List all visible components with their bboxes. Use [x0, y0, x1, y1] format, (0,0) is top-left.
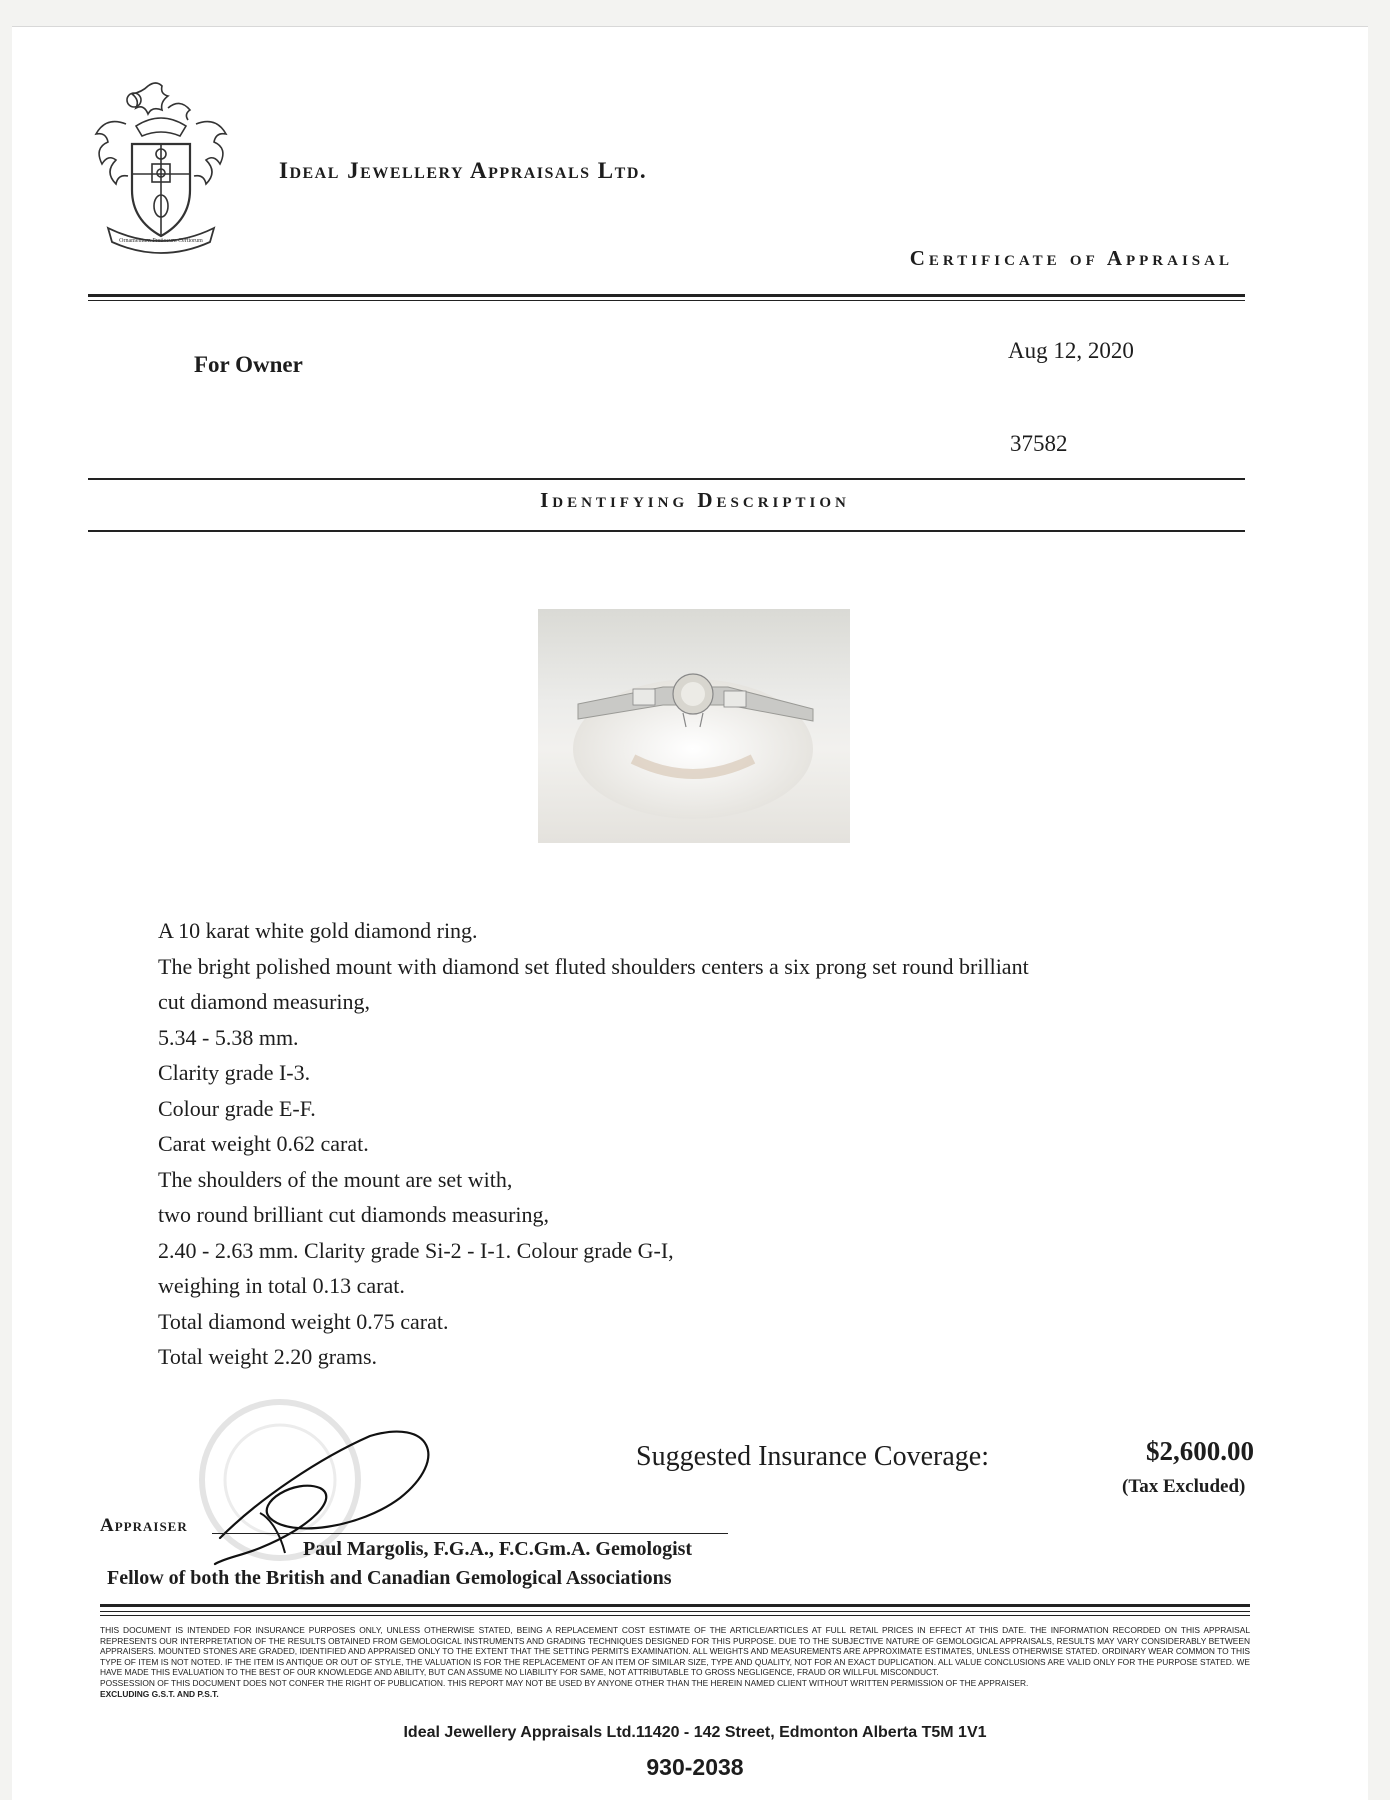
description-line: 2.40 - 2.63 mm. Clarity grade Si-2 - I-1. Colour grade G-I, [158, 1237, 674, 1263]
section-title: Identifying Description [540, 488, 850, 512]
disclaimer-tax-line: EXCLUDING G.S.T. AND P.S.T. [100, 1688, 219, 1699]
document-title: Certificate of Appraisal [909, 246, 1233, 270]
description-line: two round brilliant cut diamonds measuring, [158, 1202, 550, 1227]
disclaimer-block [100, 1625, 1250, 1699]
appraiser-label: Appraiser [100, 1515, 188, 1536]
insurance-amount: $2,600.00 [1146, 1436, 1254, 1466]
owner-label: For Owner [194, 352, 303, 377]
tax-note: (Tax Excluded) [1122, 1476, 1246, 1497]
appraiser-fellowship: Fellow of both the British and Canadian Gemological Associations [107, 1567, 672, 1589]
description-line: Total diamond weight 0.75 carat. [158, 1308, 449, 1334]
description-line: The bright polished mount with diamond set fluted shoulders centers a six prong set round brilliant [158, 953, 1029, 979]
description-line: A 10 karat white gold diamond ring. [158, 918, 478, 943]
company-name: Ideal Jewellery Appraisals Ltd. [279, 158, 648, 183]
svg-text:Ornamentum Pretiosum Certiorum: Ornamentum Pretiosum Certiorum [119, 238, 203, 244]
footer-phone: 930-2038 [646, 1754, 744, 1780]
coat-of-arms-logo [86, 78, 236, 264]
description-line: Total weight 2.20 grams. [158, 1344, 378, 1369]
description-line: Colour grade E-F. [158, 1095, 316, 1121]
reference-number: 37582 [1010, 431, 1068, 456]
footer-address: Ideal Jewellery Appraisals Ltd.11420 - 142 Street, Edmonton Alberta T5M 1V1 [403, 1724, 987, 1741]
divider-section-bottom [88, 530, 1245, 532]
divider-double-top [88, 294, 1245, 297]
appraisal-date: Aug 12, 2020 [1008, 338, 1134, 363]
ring-photo [538, 609, 850, 843]
description-line: cut diamond measuring, [158, 989, 371, 1014]
signature-line [212, 1533, 728, 1534]
divider-footer-thin-2 [100, 1615, 1250, 1616]
divider-section-top [88, 478, 1245, 480]
divider-double-top-thin [88, 300, 1245, 301]
divider-footer-thick [100, 1604, 1250, 1607]
description-line: 5.34 - 5.38 mm. [158, 1024, 299, 1050]
description-line: Carat weight 0.62 carat. [158, 1131, 369, 1156]
divider-footer-thin [100, 1611, 1250, 1612]
appraiser-name: Paul Margolis, F.G.A., F.C.Gm.A. Gemologist [303, 1538, 693, 1560]
disclaimer-possession: POSSESSION OF THIS DOCUMENT DOES NOT CONFER THE RIGHT OF PUBLICATION. THIS REPORT MAY NOT BE USED BY ANYONE OTHER THAN THE HEREIN NAMED CLIENT WITHOUT WRITTEN PERMISSION OF THE APPRAISER. [100, 1677, 1029, 1688]
description-line: weighing in total 0.13 carat. [158, 1273, 405, 1298]
description-line: The shoulders of the mount are set with, [158, 1166, 513, 1192]
description-block [158, 913, 1029, 1375]
disclaimer-body: THIS DOCUMENT IS INTENDED FOR INSURANCE PURPOSES ONLY, UNLESS OTHERWISE STATED, BEING A REPLACEMENT COST ESTIMATE OF THE ARTICLE/ARTICLES AT FULL RETAIL PRICES IN EFFECT AT THIS DATE. THE INFORMATION RECORDED ON THIS APPRAISAL REPRESENTS OUR INTERPRETATION OF THE RESULTS OBTAINED FROM GEMOLOGICAL INSTRUMENTS AND GRADING TECHNIQUES DESIGNED FOR THIS PURPOSE. DUE TO THE SUBJECTIVE NATURE OF GEMOLOGICAL APPRAISALS, RESULTS MAY VARY CONSIDERABLY BETWEEN APPRAISERS. MOUNTED STONES ARE GRADED, IDENTIFIED AND APPRAISED ONLY TO THE EXTENT THAT THE SETTING PERMITS EXAMINATION. ALL WEIGHTS AND MEASUREMENTS ARE APPROXIMATE ESTIMATES, UNLESS OTHERWISE STATED. ORDINARY WEAR COMMON TO THIS TYPE OF ITEM IS NOT NOTED. IF THE ITEM IS ANTIQUE OR OUT OF STYLE, THE VALUATION IS FOR THE REPLACEMENT OF AN ITEM OF SIMILAR SIZE, TYPE AND QUALITY, NOT FOR AN EXACT DUPLICATION. ALL VALUE CONCLUSIONS ARE VALID ONLY FOR THE PURPOSE STATED. WE HAVE MADE THIS EVALUATION TO THE BEST OF OUR KNOWLEDGE AND ABILITY, BUT CAN ASSUME NO LIABILITY FOR SAME, NOT ATTRIBUTABLE TO GROSS NEGLIGENCE, FRAUD OR WILLFUL MISCONDUCT. [100, 1625, 1250, 1678]
description-line: Clarity grade I-3. [158, 1060, 311, 1085]
insurance-coverage-label: Suggested Insurance Coverage: [636, 1441, 989, 1472]
